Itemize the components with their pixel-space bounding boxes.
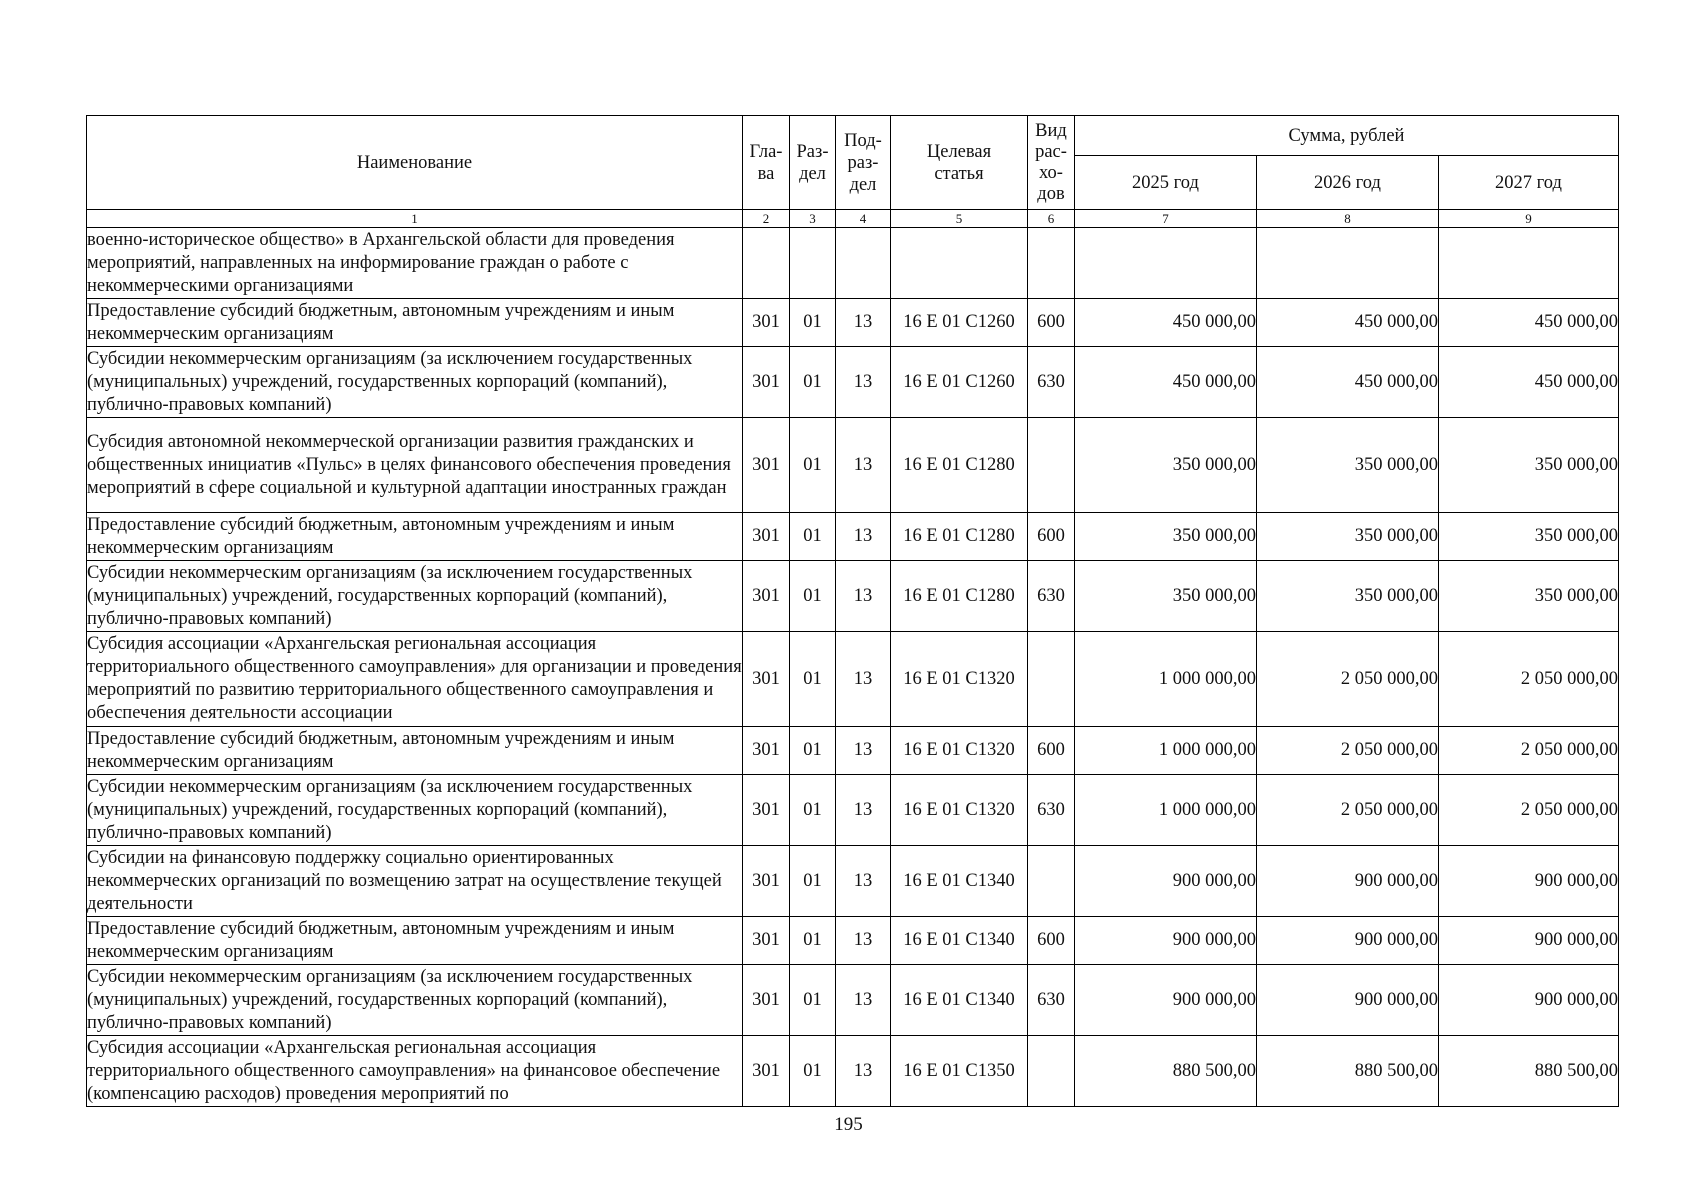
row-vid-rashodov: 600 [1028,727,1075,775]
header-summa: Сумма, рублей [1075,116,1619,156]
row-glava: 301 [743,561,790,632]
row-razdel: 01 [790,347,836,418]
row-vid-rashodov [1028,846,1075,917]
row-sum-2026: 350 000,00 [1257,513,1439,561]
row-vid-rashodov: 630 [1028,347,1075,418]
row-name: Субсидия ассоциации «Архангельская региональная ассоциация территориального общественного самоуправления» на финансовое обеспечение (компенсацию расходов) проведения мероприятий по [87,1036,743,1107]
row-podrazdel: 13 [836,299,891,347]
row-sum-2027: 450 000,00 [1439,299,1619,347]
header-year-2027: 2027 год [1439,156,1619,210]
row-podrazdel: 13 [836,347,891,418]
row-name: Субсидии на финансовую поддержку социально ориентированных некоммерческих организаций по возмещению затрат на осуществление текущей деятельности [87,846,743,917]
row-name: Субсидия автономной некоммерческой организации развития гражданских и общественных инициатив «Пульс» в целях финансового обеспечения проведения мероприятий в сфере социальной и культурной адаптации иностранных граждан [87,418,743,513]
row-sum-2027: 900 000,00 [1439,846,1619,917]
table-row [87,347,1619,418]
row-sum-2027: 450 000,00 [1439,347,1619,418]
row-vid-rashodov: 630 [1028,561,1075,632]
row-celevaya-statya: 16 Е 01 С1280 [891,561,1028,632]
column-number: 9 [1439,210,1619,228]
row-sum-2026: 900 000,00 [1257,965,1439,1036]
row-razdel: 01 [790,965,836,1036]
row-glava: 301 [743,965,790,1036]
row-razdel: 01 [790,727,836,775]
table-row [87,513,1619,561]
header-year-2025: 2025 год [1075,156,1257,210]
row-vid-rashodov [1028,418,1075,513]
table-row [87,917,1619,965]
row-podrazdel: 13 [836,561,891,632]
row-name: Предоставление субсидий бюджетным, автономным учреждениям и иным некоммерческим организациям [87,727,743,775]
row-name: военно-историческое общество» в Архангельской области для проведения мероприятий, направленных на информирование граждан о работе с некоммерческими организациями [87,228,743,299]
row-sum-2025: 1 000 000,00 [1075,632,1257,727]
table-body [87,228,1619,1107]
row-sum-2027: 350 000,00 [1439,561,1619,632]
row-sum-2026 [1257,228,1439,299]
table-row [87,418,1619,513]
row-sum-2025 [1075,228,1257,299]
row-sum-2025: 1 000 000,00 [1075,727,1257,775]
row-glava: 301 [743,347,790,418]
row-sum-2027: 880 500,00 [1439,1036,1619,1107]
header-year-2026: 2026 год [1257,156,1439,210]
table-row [87,965,1619,1036]
table-row [87,561,1619,632]
row-razdel [790,228,836,299]
column-number: 8 [1257,210,1439,228]
table-row [87,632,1619,727]
row-sum-2026: 900 000,00 [1257,917,1439,965]
row-sum-2025: 1 000 000,00 [1075,775,1257,846]
row-celevaya-statya: 16 Е 01 С1350 [891,1036,1028,1107]
row-podrazdel: 13 [836,775,891,846]
row-sum-2025: 450 000,00 [1075,299,1257,347]
column-number: 6 [1028,210,1075,228]
row-razdel: 01 [790,917,836,965]
row-sum-2026: 350 000,00 [1257,418,1439,513]
row-glava: 301 [743,1036,790,1107]
row-vid-rashodov [1028,1036,1075,1107]
table-row [87,299,1619,347]
row-celevaya-statya: 16 Е 01 С1340 [891,917,1028,965]
row-sum-2026: 2 050 000,00 [1257,632,1439,727]
row-podrazdel: 13 [836,846,891,917]
row-podrazdel: 13 [836,917,891,965]
row-celevaya-statya [891,228,1028,299]
header-razdel: Раз- дел [790,116,836,210]
row-razdel: 01 [790,299,836,347]
row-sum-2027: 350 000,00 [1439,513,1619,561]
row-vid-rashodov [1028,632,1075,727]
row-sum-2027 [1439,228,1619,299]
row-sum-2027: 2 050 000,00 [1439,727,1619,775]
row-podrazdel: 13 [836,727,891,775]
row-celevaya-statya: 16 Е 01 С1260 [891,299,1028,347]
row-name: Предоставление субсидий бюджетным, автономным учреждениям и иным некоммерческим организациям [87,299,743,347]
row-razdel: 01 [790,632,836,727]
row-celevaya-statya: 16 Е 01 С1320 [891,632,1028,727]
row-glava [743,228,790,299]
row-glava: 301 [743,632,790,727]
row-razdel: 01 [790,846,836,917]
row-sum-2026: 2 050 000,00 [1257,775,1439,846]
row-celevaya-statya: 16 Е 01 С1320 [891,727,1028,775]
row-name: Субсидии некоммерческим организациям (за исключением государственных (муниципальных) учреждений, государственных корпораций (компаний), публично-правовых компаний) [87,775,743,846]
row-glava: 301 [743,775,790,846]
row-sum-2026: 350 000,00 [1257,561,1439,632]
row-vid-rashodov: 600 [1028,299,1075,347]
row-sum-2025: 350 000,00 [1075,418,1257,513]
row-name: Субсидия ассоциации «Архангельская региональная ассоциация территориального общественного самоуправления» для организации и проведения мероприятий по развитию территориального общественного самоуправления и обеспечения деятельности ассоциации [87,632,743,727]
column-number: 7 [1075,210,1257,228]
row-razdel: 01 [790,561,836,632]
row-glava: 301 [743,299,790,347]
table-row [87,1036,1619,1107]
column-numbers-row [87,210,1619,228]
header-name: Наименование [87,116,743,210]
table-row [87,727,1619,775]
row-sum-2027: 2 050 000,00 [1439,775,1619,846]
row-sum-2026: 450 000,00 [1257,347,1439,418]
row-celevaya-statya: 16 Е 01 С1320 [891,775,1028,846]
row-celevaya-statya: 16 Е 01 С1280 [891,513,1028,561]
row-razdel: 01 [790,418,836,513]
column-number: 2 [743,210,790,228]
column-number: 3 [790,210,836,228]
column-number: 4 [836,210,891,228]
column-number: 5 [891,210,1028,228]
row-name: Предоставление субсидий бюджетным, автономным учреждениям и иным некоммерческим организациям [87,917,743,965]
row-glava: 301 [743,418,790,513]
row-podrazdel: 13 [836,632,891,727]
row-glava: 301 [743,513,790,561]
row-sum-2025: 900 000,00 [1075,965,1257,1036]
row-glava: 301 [743,727,790,775]
row-celevaya-statya: 16 Е 01 С1280 [891,418,1028,513]
column-number: 1 [87,210,743,228]
row-name: Субсидии некоммерческим организациям (за исключением государственных (муниципальных) учреждений, государственных корпораций (компаний), публично-правовых компаний) [87,561,743,632]
row-sum-2025: 900 000,00 [1075,917,1257,965]
row-razdel: 01 [790,513,836,561]
row-celevaya-statya: 16 Е 01 С1340 [891,965,1028,1036]
header-glava: Гла- ва [743,116,790,210]
row-name: Субсидии некоммерческим организациям (за исключением государственных (муниципальных) учреждений, государственных корпораций (компаний), публично-правовых компаний) [87,347,743,418]
row-vid-rashodov: 630 [1028,775,1075,846]
row-sum-2026: 2 050 000,00 [1257,727,1439,775]
row-celevaya-statya: 16 Е 01 С1340 [891,846,1028,917]
row-sum-2026: 880 500,00 [1257,1036,1439,1107]
budget-table [86,115,1619,1107]
row-razdel: 01 [790,775,836,846]
row-name: Предоставление субсидий бюджетным, автономным учреждениям и иным некоммерческим организациям [87,513,743,561]
row-sum-2027: 900 000,00 [1439,917,1619,965]
row-sum-2025: 900 000,00 [1075,846,1257,917]
row-sum-2027: 350 000,00 [1439,418,1619,513]
row-vid-rashodov: 600 [1028,917,1075,965]
row-vid-rashodov [1028,228,1075,299]
row-glava: 301 [743,846,790,917]
header-vid-rashodov: Вид рас- хо- дов [1028,116,1075,210]
row-sum-2025: 450 000,00 [1075,347,1257,418]
row-sum-2025: 880 500,00 [1075,1036,1257,1107]
table-row [87,228,1619,299]
row-sum-2026: 900 000,00 [1257,846,1439,917]
row-vid-rashodov: 600 [1028,513,1075,561]
header-podrazdel: Под- раз- дел [836,116,891,210]
row-podrazdel: 13 [836,418,891,513]
table-row [87,775,1619,846]
row-sum-2025: 350 000,00 [1075,561,1257,632]
row-podrazdel: 13 [836,965,891,1036]
row-glava: 301 [743,917,790,965]
row-sum-2027: 900 000,00 [1439,965,1619,1036]
row-sum-2027: 2 050 000,00 [1439,632,1619,727]
row-podrazdel: 13 [836,1036,891,1107]
row-razdel: 01 [790,1036,836,1107]
row-celevaya-statya: 16 Е 01 С1260 [891,347,1028,418]
page-number: 195 [834,1114,863,1135]
row-sum-2026: 450 000,00 [1257,299,1439,347]
row-sum-2025: 350 000,00 [1075,513,1257,561]
table-row [87,846,1619,917]
row-name: Субсидии некоммерческим организациям (за исключением государственных (муниципальных) учреждений, государственных корпораций (компаний), публично-правовых компаний) [87,965,743,1036]
row-vid-rashodov: 630 [1028,965,1075,1036]
header-celevaya-statya: Целевая статья [891,116,1028,210]
row-podrazdel: 13 [836,513,891,561]
row-podrazdel [836,228,891,299]
